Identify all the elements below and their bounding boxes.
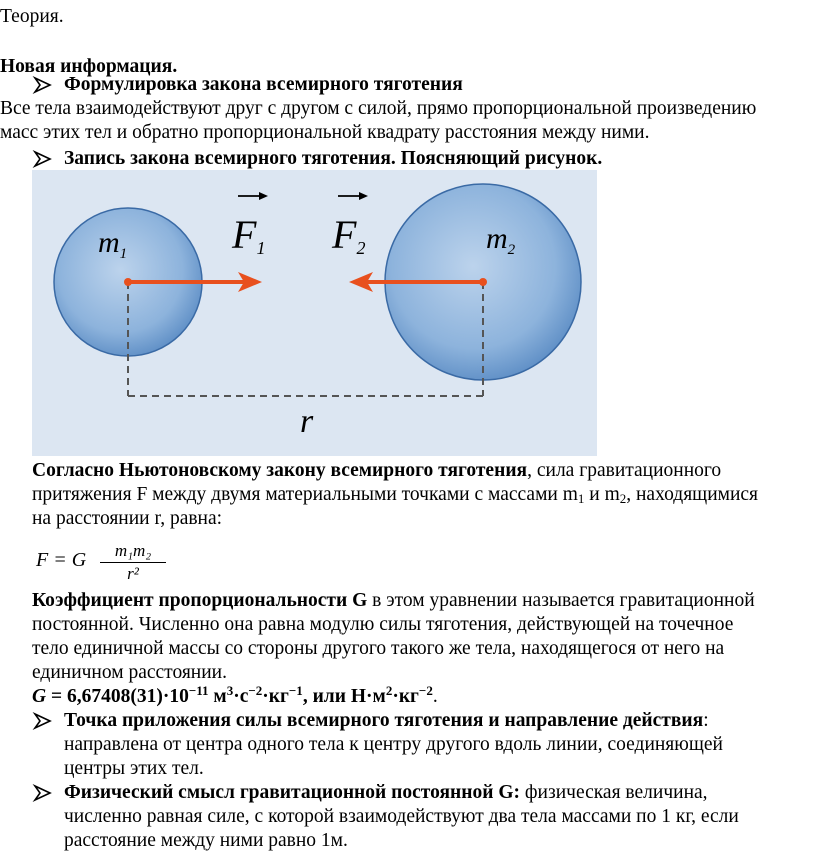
page-title: Теория. bbox=[0, 6, 64, 27]
newton-rest-1: , сила гравитационного bbox=[527, 460, 722, 481]
coef-line-3: тело единичной массы со стороны другого такого же тела, находящегося от него на bbox=[32, 638, 725, 659]
g-exp-6: −2 bbox=[418, 683, 433, 698]
center-dot-2 bbox=[479, 278, 487, 286]
g-unit-d: , или Н·м bbox=[302, 686, 386, 707]
formula-lhs: F = G bbox=[36, 549, 87, 571]
newton-line-2a: притяжения F между двумя материальными точками с массами m bbox=[32, 484, 578, 505]
g-exp-4: −1 bbox=[288, 683, 303, 698]
point-colon: : bbox=[703, 710, 709, 731]
point-bold: Точка приложения силы всемирного тяготения и направление действия bbox=[64, 710, 704, 731]
point-line-3: центры этих тел. bbox=[64, 758, 204, 779]
label-m1: $m_1$ bbox=[98, 226, 128, 262]
meaning-line-2: численно равная силе, с которой взаимодействуют два тела массами по 1 кг, если bbox=[64, 806, 739, 827]
law-heading: Формулировка закона всемирного тяготения bbox=[64, 74, 463, 95]
g-unit-a: м bbox=[208, 686, 227, 707]
point-line-2: направлена от центра одного тела к центру другого вдоль линии, соединяющей bbox=[64, 734, 723, 755]
formula-numerator: m₁m₂ bbox=[114, 541, 152, 560]
bullet-arrow-icon bbox=[32, 710, 54, 732]
newton-line-3: на расстоянии r, равна: bbox=[32, 508, 223, 529]
g-unit-e: ·кг bbox=[392, 686, 419, 707]
label-r: r bbox=[300, 403, 314, 440]
newton-line-1 bbox=[32, 459, 721, 483]
label-m2: $m_2$ bbox=[486, 222, 516, 258]
meaning-line-3: расстояние между ними равно 1м. bbox=[64, 830, 348, 851]
label-f1: F1 bbox=[232, 212, 266, 258]
coef-line-1 bbox=[32, 589, 755, 613]
record-heading: Запись закона всемирного тяготения. Поясняющий рисунок. bbox=[64, 148, 603, 169]
g-exp-2: 3 bbox=[226, 683, 234, 698]
section-title-text: Новая информация. bbox=[0, 56, 178, 77]
g-end: . bbox=[432, 686, 438, 707]
meaning-rest-1: физическая величина, bbox=[520, 782, 708, 803]
bullet-arrow-icon bbox=[32, 148, 54, 170]
g-value: = 6,67408(31)·10 bbox=[46, 686, 189, 707]
coef-rest-1: в этом уравнении называется гравитационной bbox=[367, 590, 755, 611]
newton-sub-1: 1 bbox=[577, 491, 585, 506]
g-unit-c: ·кг bbox=[262, 686, 289, 707]
law-text-line-2: масс этих тел и обратно пропорциональной квадрату расстояния между ними. bbox=[0, 122, 650, 143]
g-exp-5: 2 bbox=[385, 683, 393, 698]
center-dot-1 bbox=[124, 278, 132, 286]
newton-bold: Согласно Ньютоновскому закону всемирного тяготения bbox=[32, 460, 528, 481]
formula-denominator: r² bbox=[127, 564, 139, 583]
g-exp-3: −2 bbox=[248, 683, 263, 698]
gravity-figure bbox=[32, 170, 597, 456]
label-f2: F2 bbox=[332, 212, 366, 258]
newton-line-2c: , находящимися bbox=[626, 484, 759, 505]
bullet-arrow-icon bbox=[32, 782, 54, 804]
g-symbol: G bbox=[32, 686, 47, 707]
coef-line-4: единичном расстоянии. bbox=[32, 662, 227, 683]
newton-line-2b: и m bbox=[584, 484, 620, 505]
bullet-arrow-icon bbox=[32, 74, 54, 96]
point-item bbox=[32, 709, 709, 733]
record-heading-item bbox=[32, 147, 602, 171]
meaning-item bbox=[32, 781, 708, 805]
g-value-line bbox=[32, 685, 438, 709]
g-unit-b: ·с bbox=[233, 686, 249, 707]
law-text-line-1: Все тела взаимодействуют друг с другом с силой, прямо пропорциональной произведению bbox=[0, 98, 757, 119]
g-exp-1: −11 bbox=[188, 683, 209, 698]
coef-bold: Коэффициент пропорциональности G bbox=[32, 590, 368, 611]
newton-sub-2: 2 bbox=[619, 491, 627, 506]
coef-line-2: постоянной. Численно она равна модулю силы тяготения, действующей на точечное bbox=[32, 614, 734, 635]
law-heading-item bbox=[32, 73, 463, 97]
meaning-bold: Физический смысл гравитационной постоянной G: bbox=[64, 782, 521, 803]
